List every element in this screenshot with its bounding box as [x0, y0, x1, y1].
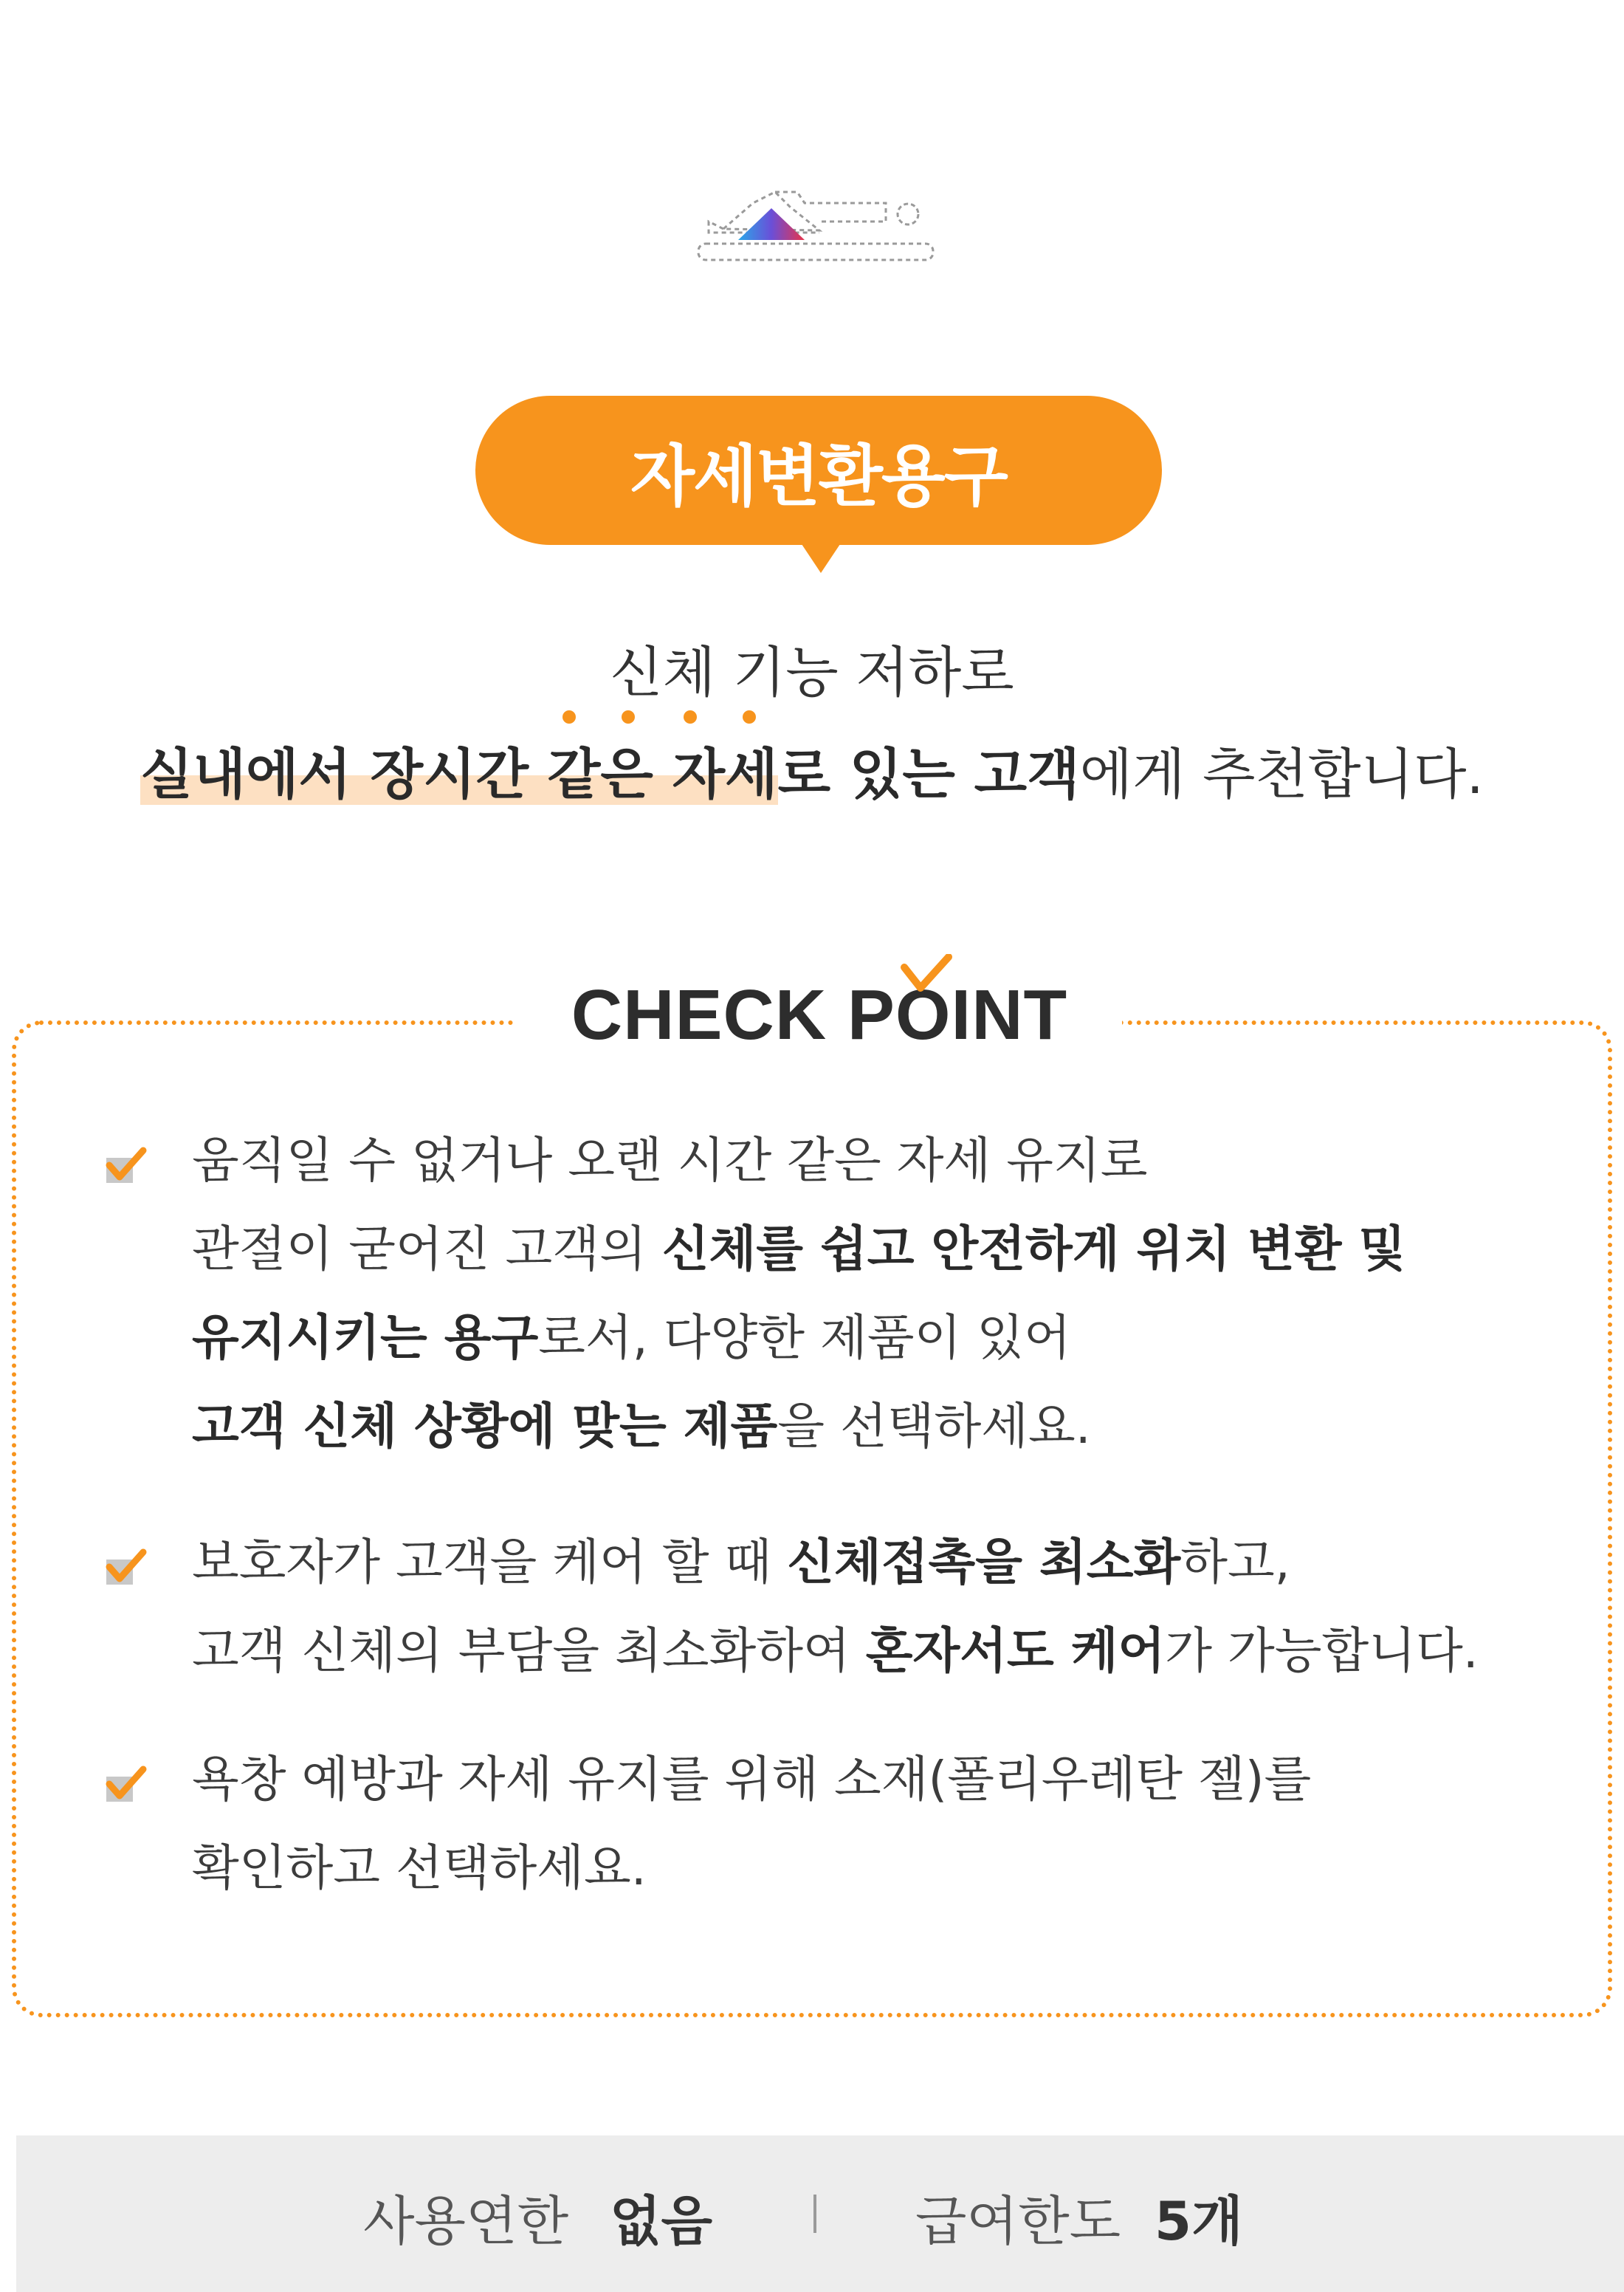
- checkpoint-emphasis: 유지시키는 용구: [192, 1309, 539, 1366]
- checkbox-checked-icon: [103, 1765, 148, 1805]
- checkpoint-text: 보호자가 고객을 케어 할 때: [192, 1534, 788, 1591]
- intro-bold-text: 로 있는 고객: [777, 743, 1080, 806]
- benefit-limit-value: 5개: [1155, 2190, 1243, 2252]
- checkpoint-text: 가 가능합니다.: [1165, 1622, 1479, 1679]
- emphasis-dot: [684, 710, 697, 724]
- checkpoint-text: 확인하고 선택하세요.: [192, 1839, 647, 1896]
- intro-highlight-text: 실내에서 장시간 같은 자세: [140, 743, 778, 806]
- checkpoint-text: 하고,: [1180, 1534, 1290, 1591]
- checkpoint-title-part: CHECK P: [571, 975, 895, 1054]
- checkpoint-item-text: [192, 1116, 1594, 1471]
- checkpoint-line: [192, 1205, 1594, 1294]
- benefit-limit-label: 급여한도: [915, 2190, 1121, 2252]
- checkpoint-text: 고객 신체의 부담을 최소화하여: [192, 1622, 866, 1679]
- checkpoint-emphasis: 신체접촉을 최소화: [787, 1534, 1181, 1591]
- bubble-tail: [800, 542, 842, 573]
- emphasis-dot: [743, 710, 756, 724]
- checkbox-checked-icon: [103, 1548, 148, 1588]
- checkpoint-title-part: O: [895, 975, 952, 1054]
- patient-lying-repositioning-icon: [694, 162, 937, 266]
- checkpoint-line: [192, 1294, 1594, 1382]
- checkpoint-line: [192, 1116, 1594, 1205]
- checkpoint-emphasis: 고객 신체 상황에 맞는 제품: [192, 1398, 778, 1455]
- checkpoint-text: 욕창 예방과 자세 유지를 위해 소재(폴리우레탄 젤)를: [192, 1751, 1312, 1808]
- checkpoint-item-text: [192, 1735, 1594, 1912]
- usage-period-label: 사용연한: [363, 2190, 569, 2252]
- checkpoint-title-part: INT: [951, 975, 1068, 1054]
- checkpoint-line: [192, 1735, 1594, 1824]
- checkpoint-title: [517, 967, 1122, 1063]
- intro-line-2: [0, 731, 1624, 805]
- checkpoint-text: 로서, 다양한 제품이 있어: [538, 1309, 1071, 1366]
- footer-info-bar: [16, 2135, 1624, 2292]
- checkpoint-item-text: [192, 1518, 1594, 1695]
- checkpoint-line: [192, 1382, 1594, 1471]
- checkpoint-text: 관절이 굳어진 고객의: [192, 1221, 662, 1277]
- checkpoint-text: 을 선택하세요.: [777, 1398, 1091, 1455]
- intro-rest-text: 에게 추천합니다.: [1079, 743, 1484, 806]
- checkmark-icon: [900, 954, 953, 994]
- footer-divider: [813, 2195, 816, 2233]
- checkpoint-emphasis: 혼자서도 케어: [865, 1622, 1166, 1679]
- emphasis-dot: [562, 710, 576, 724]
- category-title: 자세변환용구: [630, 438, 1007, 515]
- intro-highlight: [140, 731, 778, 809]
- checkbox-checked-icon: [103, 1146, 148, 1186]
- checkpoint-text: 움직일 수 없거나 오랜 시간 같은 자세 유지로: [192, 1132, 1148, 1189]
- checkpoint-emphasis: 신체를 쉽고 안전하게 위치 변환 및: [661, 1221, 1406, 1277]
- intro-line-1: 신체 기능 저하로: [610, 641, 1014, 704]
- checkpoint-title-o: [895, 967, 952, 1063]
- checkpoint-line: [192, 1518, 1594, 1607]
- usage-period-value: 없음: [610, 2190, 713, 2252]
- checkpoint-line: [192, 1824, 1594, 1912]
- emphasis-dot: [622, 710, 635, 724]
- checkpoint-line: [192, 1607, 1594, 1695]
- category-title-bubble: [475, 396, 1162, 545]
